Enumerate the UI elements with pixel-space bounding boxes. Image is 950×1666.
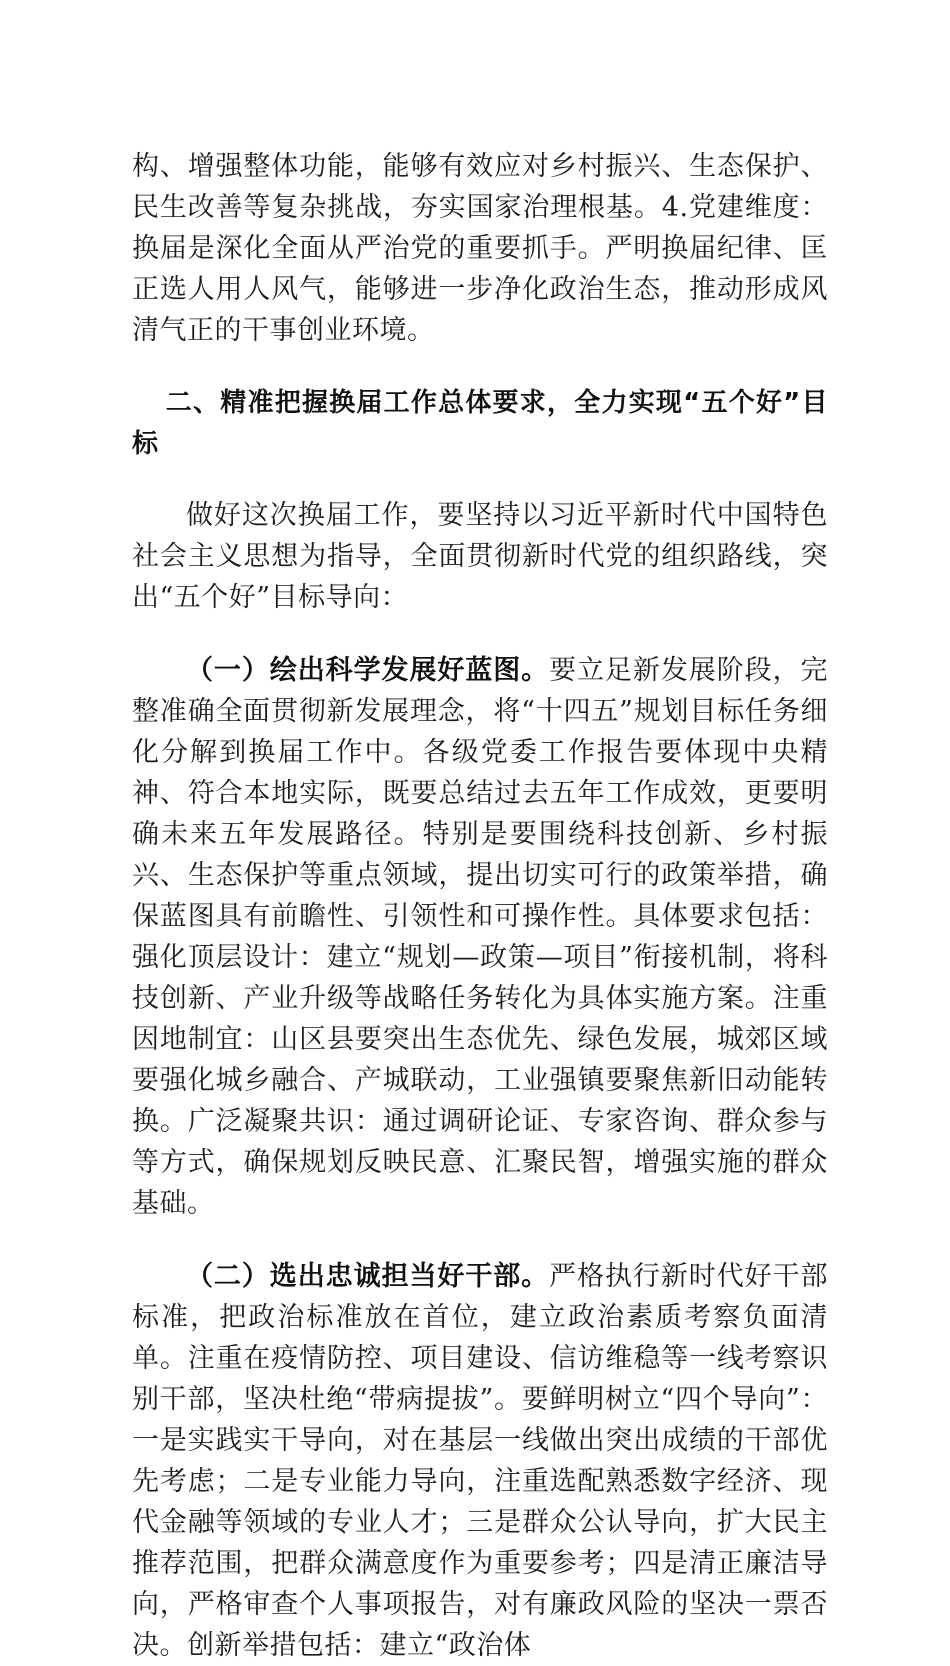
intro-paragraph: 做好这次换届工作，要坚持以习近平新时代中国特色社会主义思想为指导，全面贯彻新时代党的组织路线，突出“五个好”目标导向： xyxy=(132,500,828,613)
subsection-1 xyxy=(132,650,828,1224)
section-heading: 二、精准把握换届工作总体要求，全力实现“五个好”目标 xyxy=(132,388,828,459)
continuation-paragraph: 构、增强整体功能，能够有效应对乡村振兴、生态保护、民生改善等复杂挑战，夯实国家治理根基。4.党建维度：换届是深化全面从严治党的重要抓手。严明换届纪律、匡正选人用人风气，能够进一步净化政治生态，推动形成风清气正的干事创业环境。 xyxy=(132,151,828,346)
subsection-2 xyxy=(132,1256,828,1666)
document-body xyxy=(132,146,828,1666)
subsection-1-heading: （一）绘出科学发展好蓝图。 xyxy=(186,655,550,686)
subsection-2-body: 严格执行新时代好干部标准，把政治标准放在首位，建立政治素质考察负面清单。注重在疫情防控、项目建设、信访维稳等一线考察识别干部，坚决杜绝“带病提拔”。要鲜明树立“四个导向”：一是实践实干导向，对在基层一线做出突出成绩的干部优先考虑；二是专业能力导向，注重选配熟悉数字经济、现代金融等领域的专业人才；三是群众公认导向，扩大民主推荐范围，把群众满意度作为重要参考；四是清正廉洁导向，严格审查个人事项报告，对有廉政风险的坚决一票否决。创新举措包括：建立“政治体 xyxy=(132,1261,829,1661)
subsection-1-body: 要立足新发展阶段，完整准确全面贯彻新发展理念，将“十四五”规划目标任务细化分解到换届工作中。各级党委工作报告要体现中央精神、符合本地实际，既要总结过去五年工作成效，更要明确未来五年发展路径。特别是要围绕科技创新、乡村振兴、生态保护等重点领域，提出切实可行的政策举措，确保蓝图具有前瞻性、引领性和可操作性。具体要求包括：强化顶层设计：建立“规划—政策—项目”衔接机制，将科技创新、产业升级等战略任务转化为具体实施方案。注重因地制宜：山区县要突出生态优先、绿色发展，城郊区域要强化城乡融合、产城联动，工业强镇要聚焦新旧动能转换。广泛凝聚共识：通过调研论证、专家咨询、群众参与等方式，确保规划反映民意、汇聚民智，增强实施的群众基础。 xyxy=(132,655,829,1219)
subsection-2-heading: （二）选出忠诚担当好干部。 xyxy=(186,1261,550,1292)
